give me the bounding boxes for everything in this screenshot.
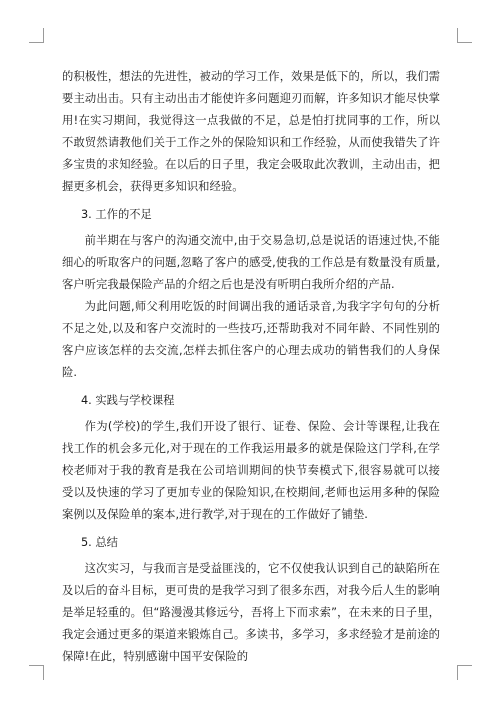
heading-summary: 5. 总结: [81, 536, 118, 549]
crop-mark-top-right: [457, 28, 472, 43]
document-body: [62, 66, 440, 668]
heading-work-shortcomings: 3. 工作的不足: [81, 208, 152, 221]
heading-practice-and-courses: 4. 实践与学校课程: [81, 394, 175, 407]
paragraph-active-learning: 的积极性，想法的先进性，被动的学习工作，效果是低下的，所以，我们需要主动出击。只有主动出击才能使许多问题迎刃而解，许多知识才能尽快掌用!在实习期间，我觉得这一点我做的不足，总是怕打扰同事的工作，所以不敢贸然请教他们关于工作之外的保险知识和工作经验，从而使我错失了许多宝贵的求知经验。在以后的日子里，我定会吸取此次教训，主动出击，把握更多机会，获得更多知识和经验。: [62, 70, 440, 193]
crop-mark-bottom-right: [457, 665, 472, 680]
paragraph-mentor-guidance: 为此问题,师父利用吃饭的时间调出我的通话录音,为我字字句句的分析不足之处,以及和客户交流时的一些技巧,还帮助我对不同年龄、不同性别的客户应该怎样的去交流,怎样去抓住客户的心理去成功的销售我们的人身保险.: [62, 300, 440, 379]
crop-mark-top-left: [29, 28, 44, 43]
paragraph-communication-issues: 前半期在与客户的沟通交流中,由于交易急切,总是说话的语速过快,不能细心的听取客户的问题,忽略了客户的感受,使我的工作总是有数量没有质量,客户听完我最保险产品的介绍之后也是没有听明白我所介绍的产品.: [62, 234, 440, 291]
paragraph-school-courses: 作为(学校)的学生,我们开设了银行、证卷、保险、会计等课程,让我在找工作的机会多元化,对于现在的工作我运用最多的就是保险这门学科,在学校老师对于我的教育是我在公司培训期间的快节奏模式下,很容易就可以接受以及快速的学习了更加专业的保险知识,在校期间,老师也运用多种的保险案例以及保险单的案本,进行教学,对于现在的工作做好了铺垫.: [62, 420, 440, 521]
paragraph-summary: 这次实习，与我而言是受益匪浅的，它不仅使我认识到自己的缺陷所在及以后的奋斗目标，更可贵的是我学习到了很多东西，对我今后人生的影响是举足轻重的。但“路漫漫其修远兮，吾将上下而求索”，在未来的日子里，我定会通过更多的渠道来锻炼自己。多读书，多学习，多求经验才是前途的保障!在此，特别感谢中国平安保险的: [62, 562, 440, 663]
crop-mark-bottom-left: [29, 665, 44, 680]
